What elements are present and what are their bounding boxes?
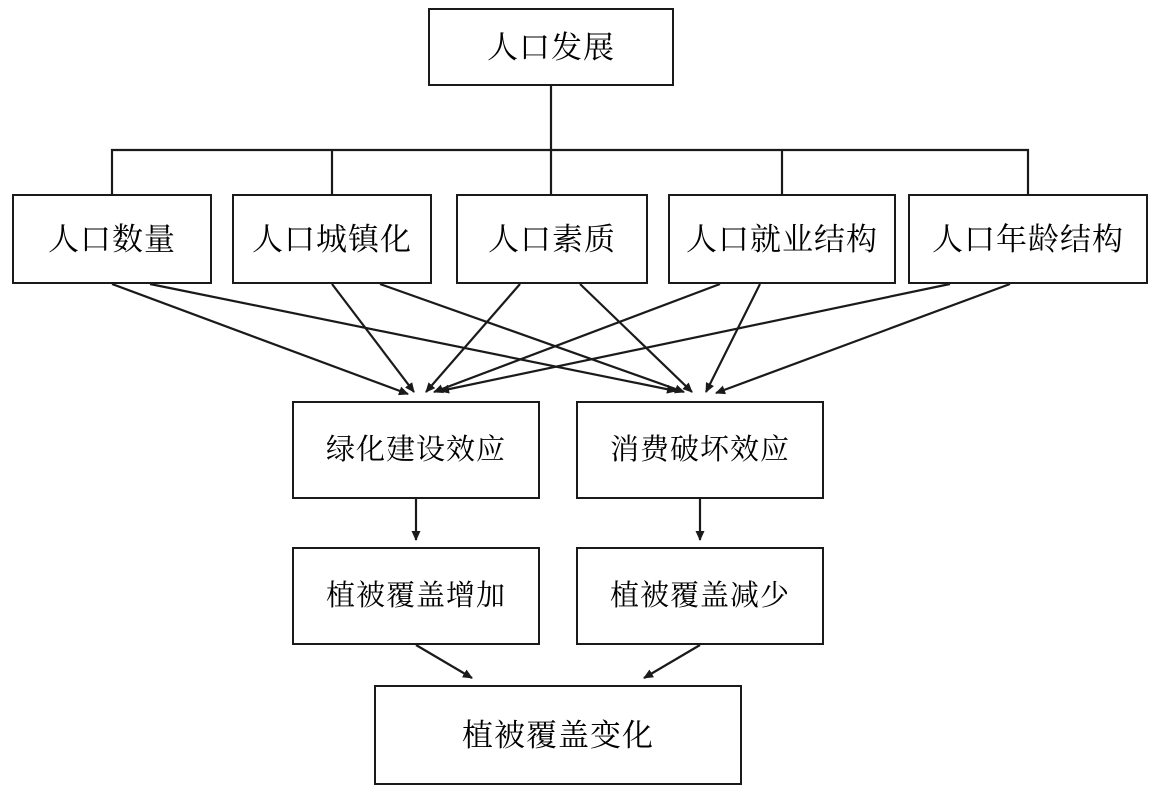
edge-decrease-change [644,645,700,678]
edge-quantity-greening [112,284,408,394]
node-label: 消费破坏效应 [609,433,790,466]
node-label: 植被覆盖变化 [462,717,654,753]
node-population-age-structure[interactable] [908,194,1148,284]
edge-employment-consumption [706,284,760,392]
edge-age-greening [440,284,950,391]
node-label: 植被覆盖增加 [325,579,506,612]
edge-urbanization-greening [332,284,414,392]
edge-urbanization-consumption [380,284,684,392]
node-label: 人口数量 [48,221,176,257]
node-population-quantity[interactable] [12,194,212,284]
node-label: 人口城镇化 [252,221,412,257]
node-vegetation-cover-decrease[interactable] [576,547,824,645]
node-label: 人口发展 [487,29,615,65]
node-consumption-destruction-effect[interactable] [576,401,824,499]
node-label: 植被覆盖减少 [609,579,790,612]
node-population-quality[interactable] [456,194,648,284]
node-label: 绿化建设效应 [325,433,506,466]
node-population-urbanization[interactable] [232,194,432,284]
edge-quality-greening [426,284,520,392]
edge-bus [112,150,1028,194]
node-label: 人口年龄结构 [932,221,1124,257]
edge-employment-greening [434,284,720,392]
node-vegetation-cover-increase[interactable] [292,547,540,645]
node-label: 人口素质 [488,221,616,257]
node-vegetation-cover-change[interactable] [374,685,742,785]
edge-increase-change [416,645,472,678]
node-population-development[interactable] [428,8,674,86]
node-population-employment-structure[interactable] [668,194,896,284]
node-greening-construction-effect[interactable] [292,401,540,499]
node-label: 人口就业结构 [686,221,878,257]
edge-age-consumption [716,284,1010,393]
